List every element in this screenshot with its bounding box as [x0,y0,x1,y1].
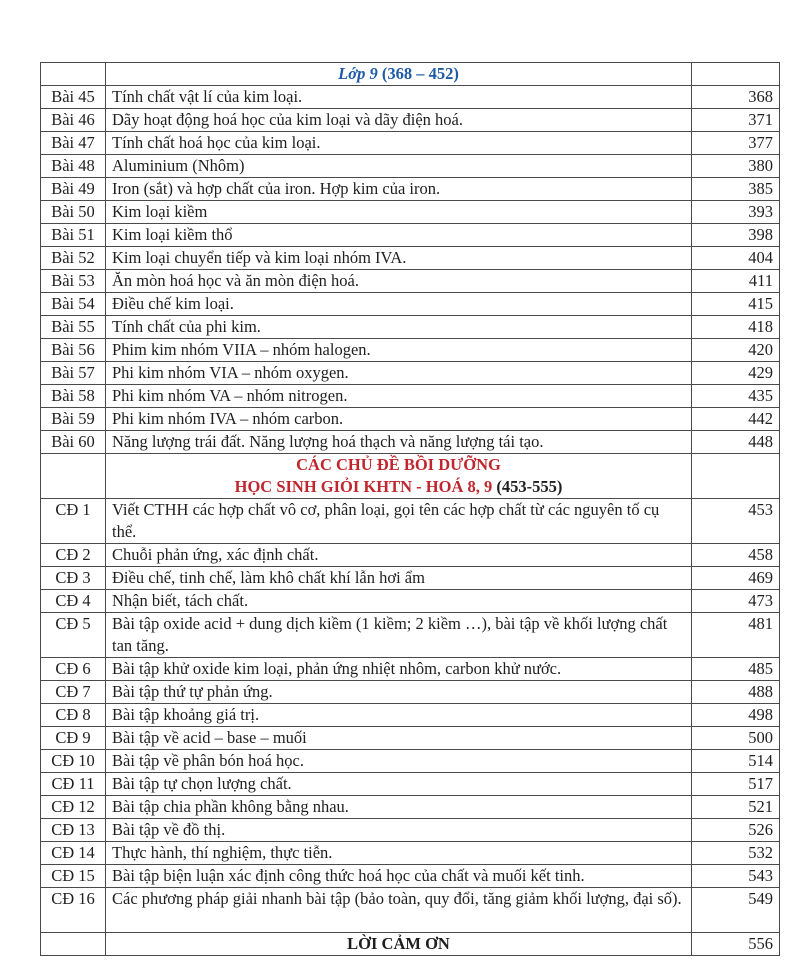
entry-page: 481 [692,613,780,658]
entry-code: CĐ 3 [41,567,106,590]
entry-title: Phi kim nhóm IVA – nhóm carbon. [106,408,692,431]
entry-page: 485 [692,658,780,681]
topics-title-text: HỌC SINH GIỎI KHTN - HOÁ 8, 9 [234,477,493,496]
entry-code: CĐ 2 [41,544,106,567]
entry-title: Phi kim nhóm VIA – nhóm oxygen. [106,362,692,385]
entry-page: 498 [692,704,780,727]
entry-title: Tính chất hoá học của kim loại. [106,132,692,155]
entry-title: Kim loại chuyển tiếp và kim loại nhóm IVA. [106,247,692,270]
topic-row [41,544,780,567]
topic-row [41,819,780,842]
lesson-row [41,270,780,293]
entry-title: Nhận biết, tách chất. [106,590,692,613]
entry-page: 473 [692,590,780,613]
entry-code: CĐ 12 [41,796,106,819]
entry-code: Bài 55 [41,316,106,339]
entry-code: CĐ 4 [41,590,106,613]
entry-page: 543 [692,865,780,888]
entry-title: Bài tập oxide acid + dung dịch kiềm (1 kiềm; 2 kiềm …), bài tập về khối lượng chất tan tăng. [106,613,692,658]
topic-row [41,842,780,865]
topic-row [41,796,780,819]
entry-page: 500 [692,727,780,750]
topics-title-line2 [112,476,685,498]
entry-page: 521 [692,796,780,819]
entry-page: 377 [692,132,780,155]
entry-code: Bài 45 [41,86,106,109]
entry-code: Bài 54 [41,293,106,316]
lesson-row [41,132,780,155]
entry-code: CĐ 7 [41,681,106,704]
entry-code: CĐ 11 [41,773,106,796]
entry-code: Bài 46 [41,109,106,132]
grade9-title: Lớp 9 [338,64,378,83]
lesson-row [41,86,780,109]
entry-title: Kim loại kiềm [106,201,692,224]
entry-page: 549 [692,888,780,933]
entry-code: CĐ 10 [41,750,106,773]
entry-page: 448 [692,431,780,454]
topic-row [41,681,780,704]
acknowledgement-page: 556 [692,933,780,956]
entry-page: 415 [692,293,780,316]
entry-title: Kim loại kiềm thổ [106,224,692,247]
entry-code: CĐ 14 [41,842,106,865]
lesson-row [41,339,780,362]
entry-page: 398 [692,224,780,247]
entry-title: Ăn mòn hoá học và ăn mòn điện hoá. [106,270,692,293]
topic-row [41,865,780,888]
lesson-row [41,178,780,201]
entry-title: Bài tập biện luận xác định công thức hoá học của chất và muối kết tinh. [106,865,692,888]
grade9-heading-row [41,63,780,86]
entry-title: Chuỗi phản ứng, xác định chất. [106,544,692,567]
entry-code: Bài 48 [41,155,106,178]
entry-code: Bài 53 [41,270,106,293]
lesson-row [41,109,780,132]
topic-row [41,499,780,544]
next-page-text-fragment [290,950,510,960]
entry-code: CĐ 16 [41,888,106,933]
lesson-row [41,408,780,431]
entry-page: 458 [692,544,780,567]
entry-page: 420 [692,339,780,362]
entry-page: 371 [692,109,780,132]
entry-code: Bài 57 [41,362,106,385]
entry-page: 368 [692,86,780,109]
entry-code: CĐ 9 [41,727,106,750]
empty-cell [41,454,106,499]
entry-title: Bài tập tự chọn lượng chất. [106,773,692,796]
table-of-contents [40,62,780,956]
lesson-row [41,224,780,247]
lesson-row [41,201,780,224]
lesson-row [41,293,780,316]
entry-title: Viết CTHH các hợp chất vô cơ, phân loại, gọi tên các hợp chất từ các nguyên tố cụ thể. [106,499,692,544]
lesson-row [41,155,780,178]
topics-heading-row [41,454,780,499]
entry-code: CĐ 5 [41,613,106,658]
entry-page: 517 [692,773,780,796]
entry-title: Phi kim nhóm VA – nhóm nitrogen. [106,385,692,408]
entry-code: Bài 59 [41,408,106,431]
entry-code: Bài 51 [41,224,106,247]
entry-title: Bài tập khử oxide kim loại, phản ứng nhiệt nhôm, carbon khử nước. [106,658,692,681]
entry-code: Bài 58 [41,385,106,408]
entry-code: CĐ 6 [41,658,106,681]
entry-title: Bài tập thứ tự phản ứng. [106,681,692,704]
entry-page: 385 [692,178,780,201]
topics-heading [106,454,692,499]
lesson-row [41,316,780,339]
entry-title: Aluminium (Nhôm) [106,155,692,178]
entry-page: 404 [692,247,780,270]
topic-row [41,590,780,613]
topic-row [41,704,780,727]
entry-title: Bài tập khoảng giá trị. [106,704,692,727]
topic-row [41,727,780,750]
lesson-row [41,431,780,454]
topic-row [41,658,780,681]
entry-title: Bài tập chia phần không bằng nhau. [106,796,692,819]
topic-row [41,888,780,933]
entry-title: Điều chế kim loại. [106,293,692,316]
topics-title-line1: CÁC CHỦ ĐỀ BỒI DƯỠNG [296,455,501,474]
entry-code: CĐ 1 [41,499,106,544]
topic-row [41,567,780,590]
empty-cell [692,454,780,499]
topics-range: (453-555) [496,477,563,496]
entry-page: 469 [692,567,780,590]
entry-code: Bài 47 [41,132,106,155]
entry-page: 411 [692,270,780,293]
entry-title: Năng lượng trái đất. Năng lượng hoá thạch và năng lượng tái tạo. [106,431,692,454]
entry-title: Tính chất vật lí của kim loại. [106,86,692,109]
entry-title: Bài tập về đồ thị. [106,819,692,842]
entry-code: Bài 52 [41,247,106,270]
topic-row [41,773,780,796]
entry-page: 532 [692,842,780,865]
entry-page: 418 [692,316,780,339]
entry-page: 393 [692,201,780,224]
lesson-row [41,362,780,385]
entry-page: 453 [692,499,780,544]
entry-code: CĐ 8 [41,704,106,727]
lesson-row [41,247,780,270]
grade9-range: (368 – 452) [381,64,459,83]
entry-page: 488 [692,681,780,704]
entry-page: 442 [692,408,780,431]
entry-code: Bài 56 [41,339,106,362]
entry-code: Bài 49 [41,178,106,201]
entry-code: Bài 60 [41,431,106,454]
entry-title: Thực hành, thí nghiệm, thực tiễn. [106,842,692,865]
entry-page: 526 [692,819,780,842]
acknowledgement-title: LỜI CẢM ƠN [106,933,692,956]
entry-title: Bài tập về acid – base – muối [106,727,692,750]
entry-code: CĐ 13 [41,819,106,842]
lesson-row [41,385,780,408]
entry-code: CĐ 15 [41,865,106,888]
entry-title: Các phương pháp giải nhanh bài tập (bảo toàn, quy đổi, tăng giảm khối lượng, đại số). [106,888,692,933]
entry-title: Tính chất của phi kim. [106,316,692,339]
entry-page: 380 [692,155,780,178]
topic-row [41,750,780,773]
entry-title: Dãy hoạt động hoá học của kim loại và dãy điện hoá. [106,109,692,132]
empty-cell [41,933,106,956]
entry-code: Bài 50 [41,201,106,224]
entry-title: Phim kim nhóm VIIA – nhóm halogen. [106,339,692,362]
entry-title: Bài tập về phân bón hoá học. [106,750,692,773]
topic-row [41,613,780,658]
entry-page: 429 [692,362,780,385]
grade9-heading [106,63,692,86]
entry-title: Iron (sắt) và hợp chất của iron. Hợp kim của iron. [106,178,692,201]
entry-page: 435 [692,385,780,408]
entry-page: 514 [692,750,780,773]
entry-title: Điều chế, tinh chế, làm khô chất khí lẫn hơi ẩm [106,567,692,590]
